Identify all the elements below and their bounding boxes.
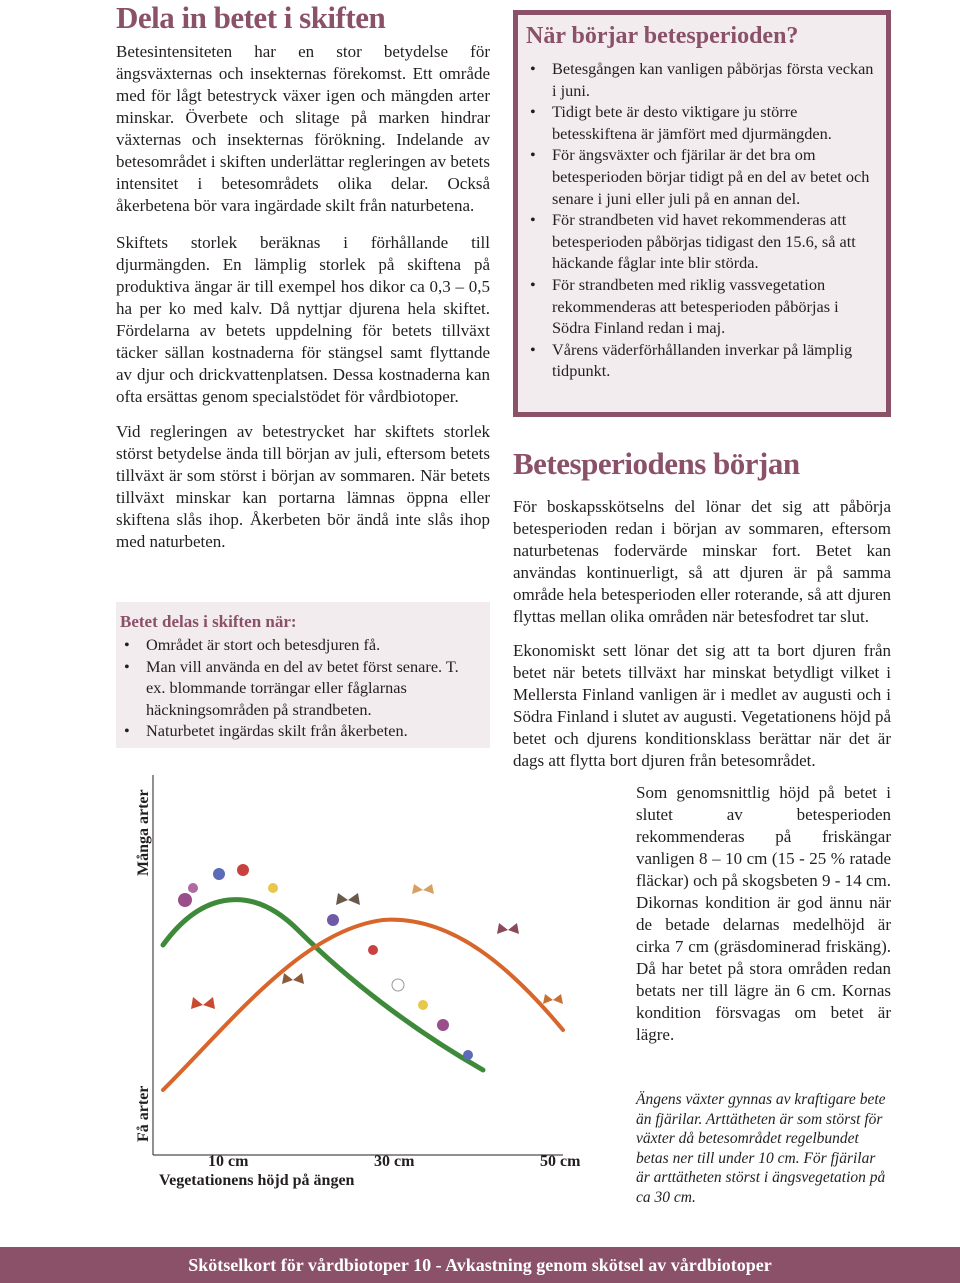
regulation-paragraph: Vid regleringen av betestrycket har skiftets storlek störst betydelse ända till början av juli, eftersom betets tillväxt är som störst i början av sommaren. När betets tillväxt minskar kan portarna lämnas öppna eller skiftena slås ihop. Åkerbeten bör ändå inte slås ihop med naturbeten. <box>116 422 490 551</box>
divide-when-box <box>116 602 490 748</box>
x-axis-title: Vegetationens höjd på ängen <box>159 1172 355 1189</box>
season-paragraph-1: För boskapsskötselns del lönar det sig att påbörja betesperioden redan i början av sommaren, eftersom naturbetenas fodervärde minskar fort. Betet kan användas kontinuerligt, så att djuren är på samma område hela betesperioden eller roterande, så att djuren flyttas mellan olika områden när betesfodret tar slut. <box>513 497 891 626</box>
divide-when-list <box>120 634 482 742</box>
list-item: • För strandbeten med riklig vassvegetation rekommenderas att betesperioden påbörjas i Södra Finland redan i maj. <box>526 274 878 339</box>
height-paragraph: Som genomsnittlig höjd på betet i slutet av betesperioden rekommenderas på friskängar vanligen 8 – 10 cm (15 - 25 % ratade fläckar) och på skogsbeten 9 - 14 cm. Dikornas kondition är god ännu när de betade delarnas medelhöjd är cirka 7 cm (gräsdominerad friskäng). Då har betet på stora områden redan betats ner till lägre än 6 cm. Kornas kondition försvagas om betet är lägre. <box>636 783 891 1044</box>
list-item: • Man vill använda en del av betet först senare. T. ex. blommande torrängar eller fåglarnas häckningsområden på strandbeten. <box>120 656 482 721</box>
y-axis-low-label: Få arter <box>135 1085 152 1142</box>
season-start-heading: När börjar betesperioden? <box>526 23 799 49</box>
list-item: • Området är stort och betesdjuren få. <box>120 634 482 656</box>
list-item: • För strandbeten vid havet rekommenderas att betesperioden påbörjas tidigast den 15.6, så att häckande fåglar inte blir störda. <box>526 209 878 274</box>
season-start-box <box>513 10 891 417</box>
season-paragraph-2: Ekonomiskt sett lönar det sig att ta bort djuren från betet när betets tillväxt har minskat betydligt vilket i Mellersta Finland vanligen är i medlet av augusti och i Södra Finland i slutet av augusti. Vegetationens höjd på betet och djurens konditionsklass berättar när det är dags att flytta bort djuren från betesområdet. <box>513 641 891 770</box>
y-axis-high-label: Många arter <box>135 789 152 876</box>
x-tick-10cm: 10 cm <box>208 1153 249 1170</box>
intro-paragraph: Betesintensiteten har en stor betydelse för ängsväxternas och insekternas förekomst. Ett område med för lågt betestryck växer igen och mängden arter minskar. Överbete och slitage på marken hindrar växternas och insekternas förökning. Indelande av betesområdet i skiften underlättar regleringen av betets intensitet i betesområdets olika delar. Också åkerbetena bör vara ingärdade skilt från naturbetena. <box>116 42 490 215</box>
page-title: Dela in betet i skiften <box>116 0 386 35</box>
divide-when-heading: Betet delas i skiften när: <box>120 612 297 631</box>
plot-size-paragraph: Skiftets storlek beräknas i förhållande till djurmängden. En lämplig storlek på skiftena på produktiva ängar är till exempel hos dikor ca 0,3 – 0,5 ha per ko med kalv. Då nyttjar djurena hela skiftet. Fördelarna av betets uppdelning för betets tillväxt täcker sällan kostnaderna för stängsel samt flyttande av djur och drickvattenplatsen. Dessa kostnaderna kan ofta ersättas genom specialstödet för vårdbiotoper. <box>116 233 490 406</box>
season-start-list <box>526 58 878 382</box>
list-item: • För ängsväxter och fjärilar är det bra om betesperioden börjar tidigt på en del av betet och senare i juni eller juli på en annan del. <box>526 144 878 209</box>
butterfly-diversity-curve <box>163 920 563 1090</box>
list-item: • Naturbetet ingärdas skilt från åkerbeten. <box>120 720 482 742</box>
figure-caption: Ängens växter gynnas av kraftigare bete än fjärilar. Arttätheten är som störst för växter då betesområdet regelbundet betas ner till under 10 cm. För fjärilar är arttätheten störst i ängsvegetation på ca 30 cm. <box>636 1091 886 1206</box>
x-tick-30cm: 30 cm <box>374 1153 415 1170</box>
footer-bar: Skötselkort för vårdbiotoper 10 - Avkastning genom skötsel av vårdbiotoper <box>0 1247 960 1283</box>
section-title: Betesperiodens början <box>513 446 800 481</box>
list-item: • Betesgången kan vanligen påbörjas första veckan i juni. <box>526 58 878 101</box>
species-figure <box>123 770 623 1240</box>
list-item: • Vårens väderförhållanden inverkar på lämplig tidpunkt. <box>526 339 878 382</box>
x-tick-50cm: 50 cm <box>540 1153 581 1170</box>
list-item: • Tidigt bete är desto viktigare ju större betesskiftena är jämfört med djurmängden. <box>526 101 878 144</box>
